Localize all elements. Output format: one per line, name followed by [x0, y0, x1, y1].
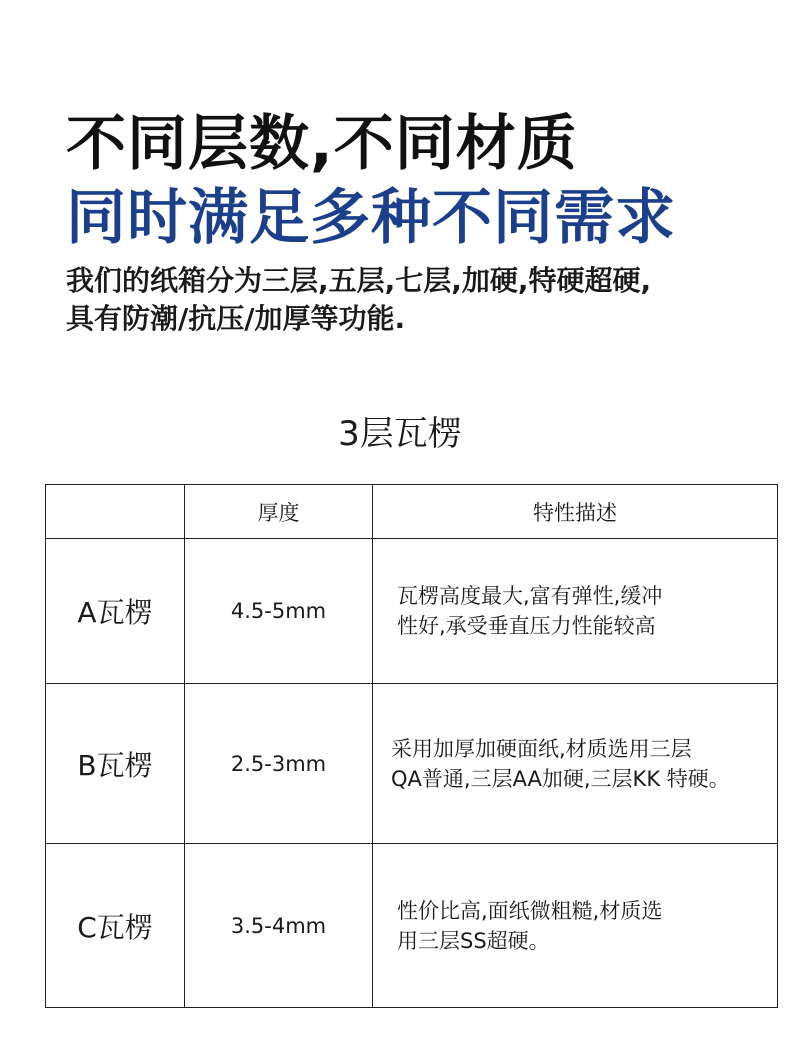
description-cell: [373, 539, 778, 684]
headline: 不同层数,不同材质: [66, 109, 578, 179]
subheadline: 同时满足多种不同需求: [66, 183, 676, 253]
thickness-cell: 2.5-3mm: [185, 684, 373, 844]
flute-type-cell: B瓦楞: [46, 684, 185, 844]
header-cell-description: 特性描述: [373, 485, 778, 539]
section-title: 3层瓦楞: [338, 414, 462, 454]
description-line: 瓦楞高度最大,富有弹性,缓冲: [397, 584, 663, 608]
intro-text: [66, 262, 766, 338]
description-line: QA普通,三层AA加硬,三层KK 特硬。: [391, 766, 730, 791]
description-line: 采用加厚加硬面纸,材质选用三层: [391, 736, 692, 761]
description-line: 性好,承受垂直压力性能较高: [397, 614, 656, 638]
description-cell: [373, 844, 778, 1008]
description-line: 用三层SS超硬。: [397, 928, 550, 953]
thickness-cell: 3.5-4mm: [185, 844, 373, 1008]
intro-line: 具有防潮/抗压/加厚等功能.: [66, 302, 406, 335]
table-row: [46, 684, 778, 844]
header-cell-type: [46, 485, 185, 539]
description-cell: [373, 684, 778, 844]
corrugation-spec-table: [45, 484, 778, 1008]
intro-line: 我们的纸箱分为三层,五层,七层,加硬,特硬超硬,: [66, 264, 652, 297]
table-row: [46, 844, 778, 1008]
table-row: [46, 539, 778, 684]
description-line: 性价比高,面纸微粗糙,材质选: [397, 898, 663, 923]
table-header-row: [46, 485, 778, 539]
flute-type-cell: C瓦楞: [46, 844, 185, 1008]
flute-type-cell: A瓦楞: [46, 539, 185, 684]
thickness-cell: 4.5-5mm: [185, 539, 373, 684]
header-cell-thickness: 厚度: [185, 485, 373, 539]
